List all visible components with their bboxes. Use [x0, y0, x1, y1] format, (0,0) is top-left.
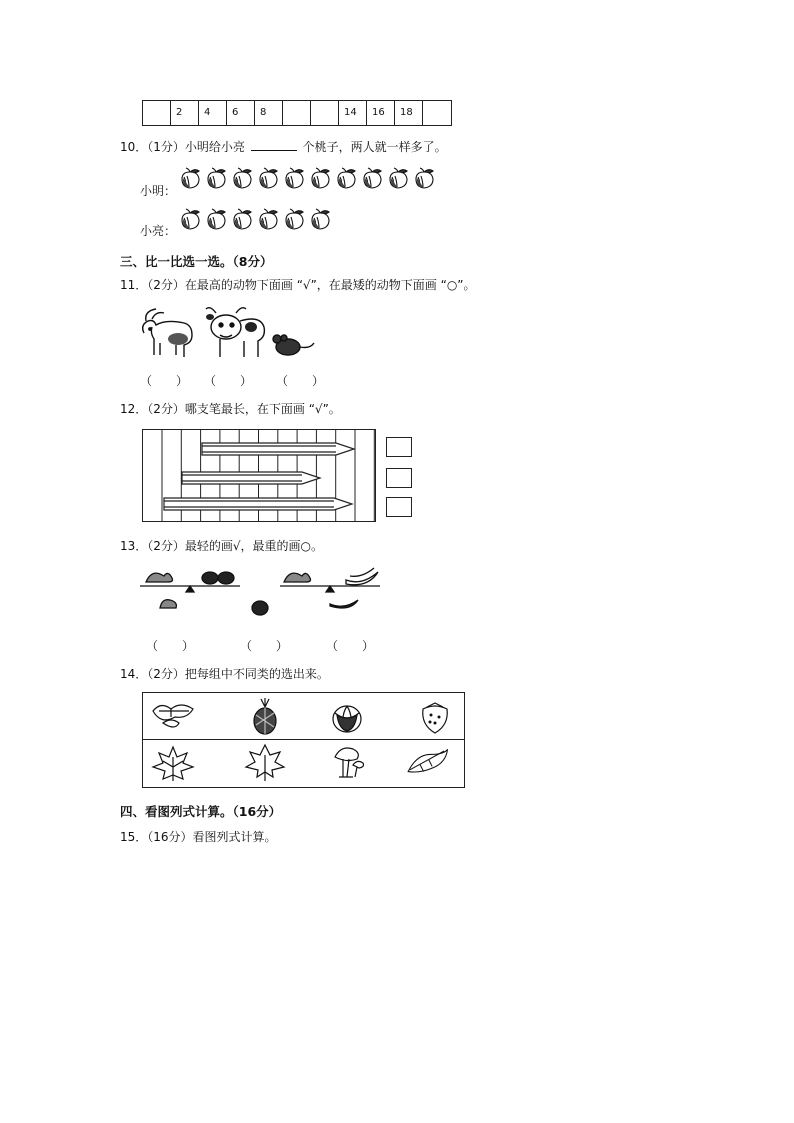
number-cell: 6 — [227, 101, 255, 125]
peach-icon — [230, 167, 255, 189]
number-cell[interactable] — [423, 101, 451, 125]
question-12: 12．（2分）哪支笔最长，在下面画 “√”。 — [120, 402, 341, 416]
answer-paren-1[interactable]: （ ） — [140, 374, 189, 388]
goat-icon — [143, 309, 192, 357]
peach-icon — [360, 167, 385, 189]
question-10-prefix: 10．（1分）小明给小亮 — [120, 140, 245, 154]
number-cell[interactable] — [283, 101, 311, 125]
question-13-answers — [146, 637, 374, 654]
peach-icon — [308, 208, 333, 230]
peach-icon — [178, 167, 203, 189]
animals-picture — [136, 303, 321, 365]
number-cell: 2 — [171, 101, 199, 125]
section-3-heading: 三、比一比选一选。（8分） — [120, 254, 273, 269]
number-cell[interactable] — [143, 101, 171, 125]
peach-icon — [282, 208, 307, 230]
number-cell: 8 — [255, 101, 283, 125]
question-11: 11．（2分）在最高的动物下面画 “√”，在最矮的动物下面画 “○”。 — [120, 278, 476, 292]
peach-icon — [412, 167, 437, 189]
peach-icon — [256, 208, 281, 230]
answer-paren-2[interactable]: （ ） — [204, 374, 253, 388]
question-14: 14．（2分）把每组中不同类的选出来。 — [120, 667, 329, 681]
mouse-icon — [273, 335, 314, 355]
question-10-suffix: 个桃子，两人就一样多了。 — [302, 140, 447, 154]
number-cell: 16 — [367, 101, 395, 125]
pencil-icon — [202, 443, 354, 455]
question-13: 13．（2分）最轻的画√，最重的画○。 — [120, 539, 324, 553]
peanut-icon[interactable] — [149, 697, 197, 737]
watermelon-icon[interactable] — [323, 697, 371, 737]
pineapple-icon[interactable] — [241, 697, 289, 737]
xiaoming-label: 小明： — [140, 184, 177, 198]
peach-icon — [256, 167, 281, 189]
maple-leaf-icon[interactable] — [149, 743, 197, 783]
peach-icon — [282, 167, 307, 189]
answer-box-1[interactable] — [386, 437, 412, 457]
number-cell[interactable] — [311, 101, 339, 125]
peach-icon — [230, 208, 255, 230]
peach-icon — [386, 167, 411, 189]
mushroom-icon[interactable] — [323, 743, 371, 783]
peach-icon — [178, 208, 203, 230]
answer-box-2[interactable] — [386, 468, 412, 488]
balance-scales-picture — [140, 562, 390, 622]
classification-grid — [142, 692, 465, 788]
leaf-icon[interactable] — [403, 743, 451, 783]
answer-paren-1[interactable]: （ ） — [146, 639, 195, 653]
section-4-heading: 四、看图列式计算。（16分） — [120, 804, 282, 819]
xiaoliang-peaches — [178, 208, 333, 230]
xiaoming-peaches — [178, 167, 437, 189]
question-15: 15．（16分）看图列式计算。 — [120, 830, 277, 844]
answer-box-3[interactable] — [386, 497, 412, 517]
number-strip — [142, 100, 452, 126]
peach-icon — [204, 167, 229, 189]
question-11-answers — [140, 372, 324, 389]
peach-icon — [334, 167, 359, 189]
balance-scale-icon — [140, 572, 268, 615]
answer-paren-3[interactable]: （ ） — [276, 374, 325, 388]
answer-blank[interactable] — [251, 139, 297, 151]
maple-leaf-icon[interactable] — [241, 743, 289, 783]
number-cell: 18 — [395, 101, 423, 125]
answer-paren-3[interactable]: （ ） — [326, 639, 375, 653]
peach-icon — [308, 167, 333, 189]
strawberry-icon[interactable] — [411, 697, 459, 737]
cow-icon — [206, 308, 264, 357]
number-cell: 4 — [199, 101, 227, 125]
pencil-icon — [182, 472, 320, 484]
pencils-picture — [142, 429, 376, 522]
number-cell: 14 — [339, 101, 367, 125]
answer-paren-2[interactable]: （ ） — [240, 639, 289, 653]
balance-scale-icon — [280, 568, 380, 608]
pencil-icon — [164, 498, 352, 510]
peach-icon — [204, 208, 229, 230]
question-10 — [120, 139, 447, 155]
xiaoliang-label: 小亮： — [140, 224, 177, 238]
